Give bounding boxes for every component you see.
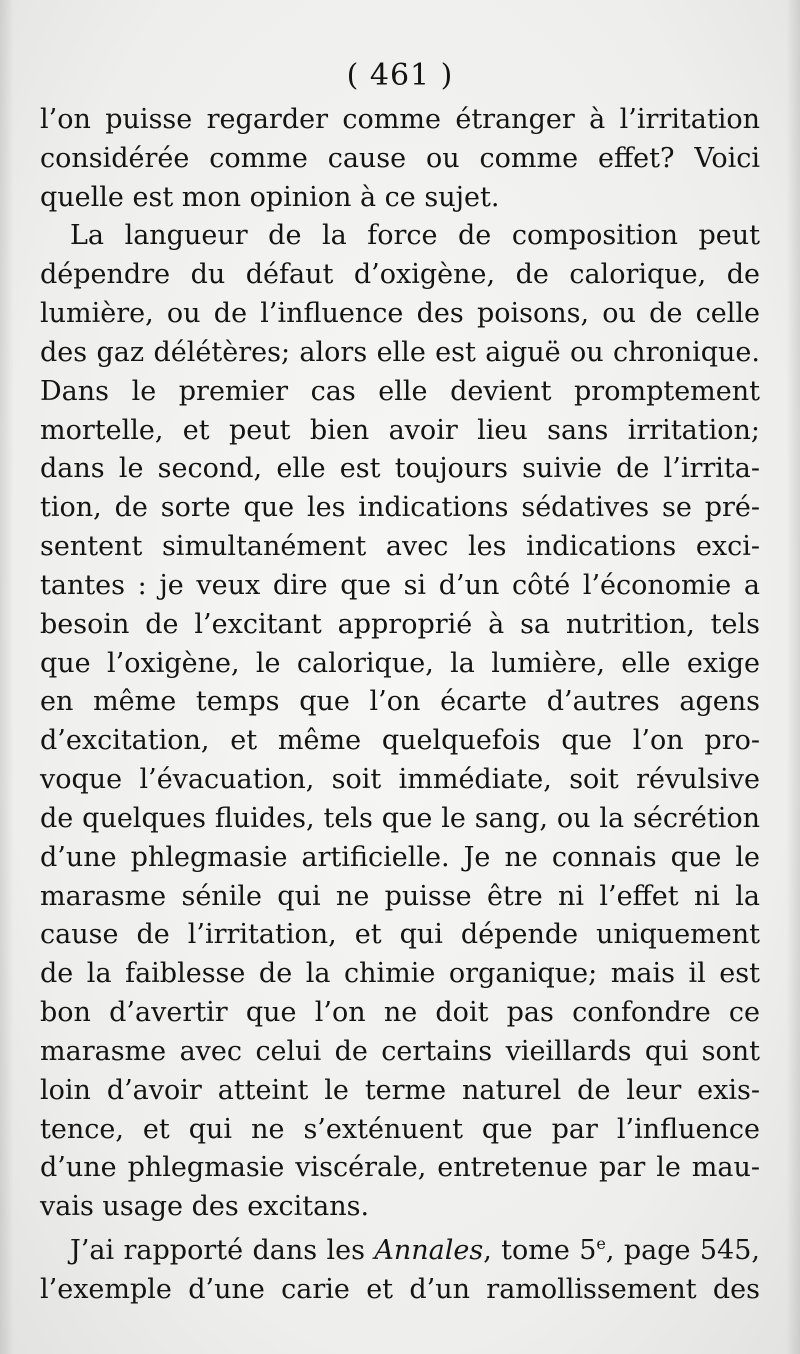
text-line: l’on puisse regarder comme étranger à l’irritation — [40, 104, 760, 135]
text-line: de quelques fluides, tels que le sang, ou la sécrétion — [40, 802, 760, 834]
text-line: voque l’évacuation, soit immédiate, soit révulsive — [40, 764, 760, 796]
text-line: des gaz délétères; alors elle est aiguë ou chronique. — [40, 336, 760, 368]
text-line: tence, et qui ne s’exténuent que par l’influence — [40, 1113, 760, 1145]
text-line: en même temps que l’on écarte d’autres agens — [40, 686, 760, 718]
text-line: bon d’avertir que l’on ne doit pas confondre ce — [40, 997, 760, 1029]
text-line: vais usage des excitans. — [40, 1191, 370, 1223]
text-line: mortelle, et peut bien avoir lieu sans irritation; — [40, 414, 760, 446]
text-line: besoin de l’excitant approprié à sa nutrition, tels — [40, 608, 760, 640]
text-line: marasme avec celui de certains vieillards qui sont — [40, 1035, 760, 1067]
text-line: dans le second, elle est toujours suivie de l’irrita- — [40, 453, 760, 485]
text-line: sentent simultanément avec les indications exci- — [40, 531, 760, 563]
text-line: quelle est mon opinion à ce sujet. — [40, 181, 500, 213]
text-line-with-italic — [40, 1232, 760, 1271]
text-line: tantes : je veux dire que si d’un côté l’économie a — [40, 569, 760, 601]
text-line: cause de l’irritation, et qui dépende uniquement — [40, 919, 760, 951]
text-line: d’excitation, et même quelquefois que l’on pro- — [40, 725, 760, 757]
right-edge-shadow — [786, 0, 800, 1354]
text-line: marasme sénile qui ne puisse être ni l’effet ni la — [40, 880, 760, 912]
text-line: d’une phlegmasie artificielle. Je ne connais que le — [40, 841, 760, 873]
left-edge-shadow — [0, 0, 14, 1354]
text-line: de la faiblesse de la chimie organique; mais il est — [40, 958, 760, 990]
body-text — [40, 101, 760, 1310]
journal-title: Annales — [374, 1235, 484, 1267]
text-line: dépendre du défaut d’oxigène, de calorique, de — [40, 259, 760, 291]
text-line: d’une phlegmasie viscérale, entretenue par le mau- — [40, 1152, 760, 1184]
text-line: considérée comme cause ou comme effet? Voici — [40, 142, 760, 174]
text-segment: , tome 5 — [483, 1235, 597, 1267]
text-segment: J’ai rapporté dans les — [70, 1235, 375, 1267]
text-line: l’exemple d’une carie et d’un ramollissement des — [40, 1273, 760, 1305]
text-line: lumière, ou de l’influence des poisons, ou de celle — [40, 298, 760, 330]
text-line: Dans le premier cas elle devient promptement — [40, 375, 760, 407]
page-number: ( 461 ) — [346, 58, 454, 93]
superscript: e — [596, 1234, 606, 1254]
text-line: La langueur de la force de composition peut — [70, 220, 760, 252]
text-line: loin d’avoir atteint le terme naturel de leur exis- — [40, 1074, 760, 1106]
text-line: que l’oxigène, le calorique, la lumière, elle exige — [40, 647, 760, 679]
text-line: tion, de sorte que les indications sédatives se pré- — [40, 492, 760, 524]
text-segment: , page 545, — [605, 1235, 760, 1267]
